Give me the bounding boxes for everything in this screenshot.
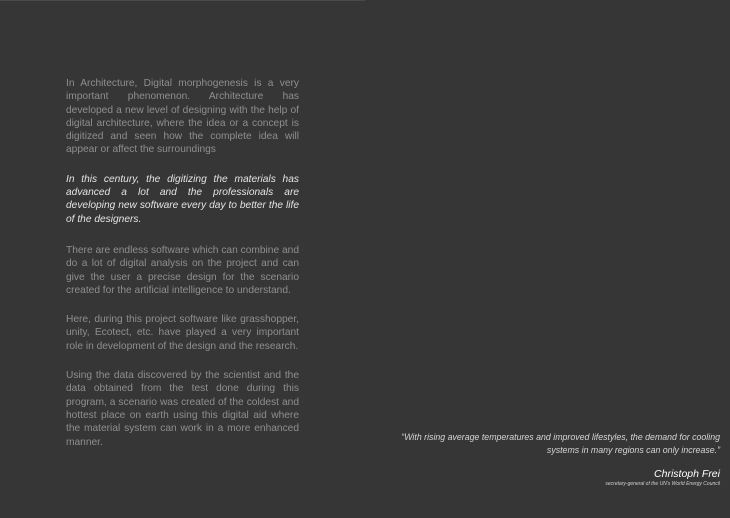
paragraph-highlight: In this century, the digitizing the materials has advanced a lot and the professionals are developing new software every day to better the life of the designers. <box>66 173 299 225</box>
body-text-column <box>66 77 299 465</box>
pull-quote: “With rising average temperatures and improved lifestyles, the demand for cooling systems in many regions can only increase.” <box>401 432 720 455</box>
paragraph-scenario: Using the data discovered by the scientist and the data obtained from the test done during this program, a scenario was created of the coldest and hottest place on earth using this digital aid where the material system can work in a more enhanced manner. <box>66 370 299 448</box>
paragraph-software: There are endless software which can combine and do a lot of digital analysis on the project and can give the user a precise design for the scenario created for the artificial intelligence to understand. <box>66 244 299 296</box>
paragraph-intro: In Architecture, Digital morphogenesis is a very important phenomenon. Architecture has developed a new level of designing with the help of digital architecture, where the idea or a concept is digitized and seen how the complete idea will appear or affect the surroundings <box>66 78 299 156</box>
paragraph-project-tools: Here, during this project software like grasshopper, unity, Ecotect, etc. have played a very important role in development of the design and the research. <box>66 314 299 352</box>
quote-author: Christoph Frei <box>654 468 720 480</box>
top-divider <box>0 0 365 1</box>
quote-author-role: secretary-general of the UN's World Energy Council <box>605 481 720 487</box>
